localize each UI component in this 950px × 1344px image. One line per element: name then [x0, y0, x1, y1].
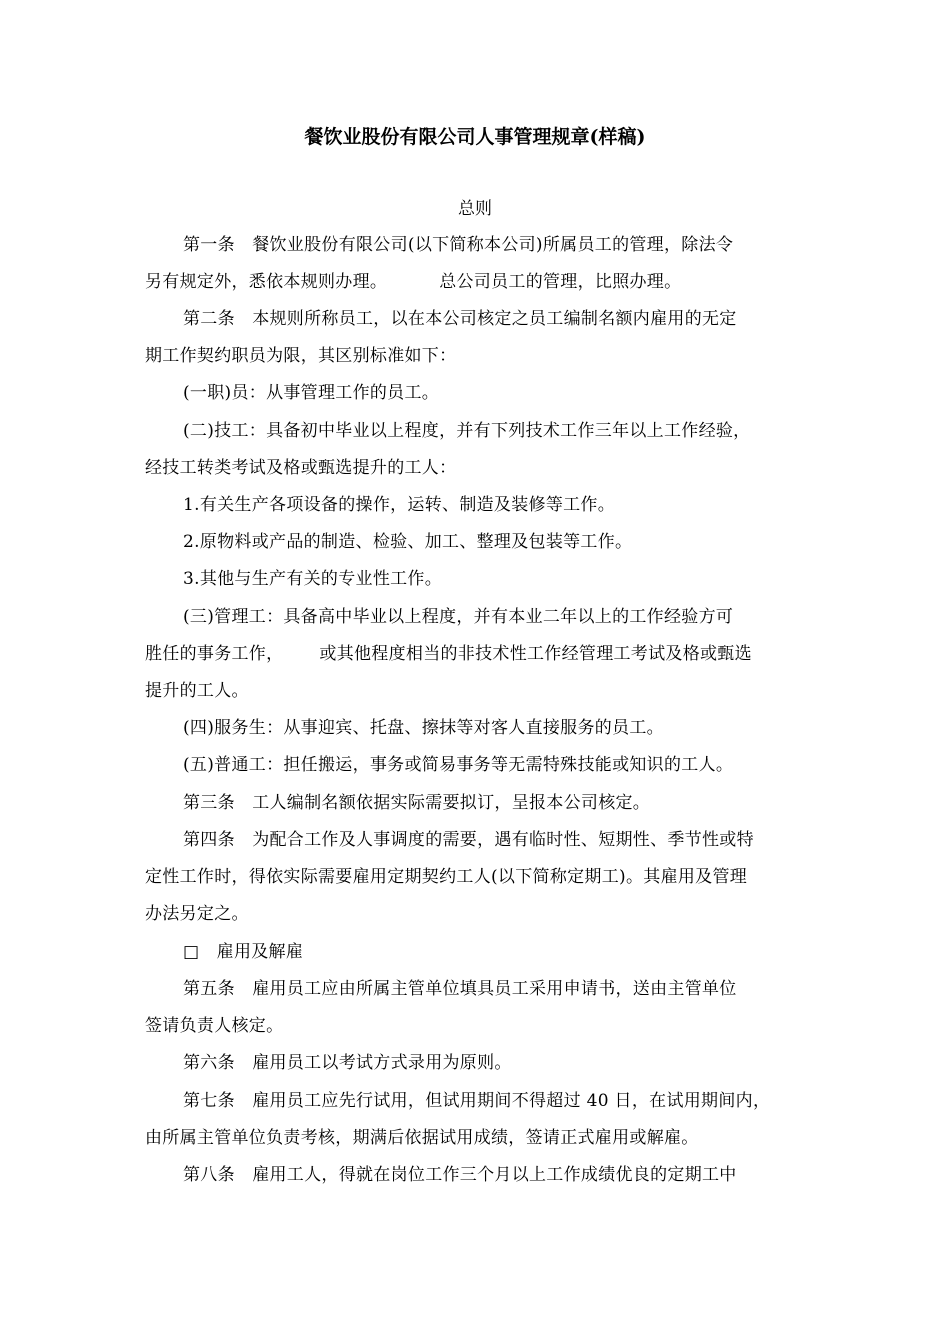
- article-4-line-2: 定性工作时，得依实际需要雇用定期契约工人(以下简称定期工)。其雇用及管理: [145, 867, 748, 887]
- article-5-line-1: 第五条 雇用员工应由所属主管单位填具员工采用申请书，送由主管单位: [183, 979, 737, 999]
- article-1-line-2-text: 另有规定外，悉依本规则办理。: [145, 272, 388, 292]
- item-technician-line-1: (二)技工：具备初中毕业以上程度，并有下列技术工作三年以上工作经验，: [183, 421, 751, 441]
- section-heading-general: 总则: [458, 199, 492, 219]
- sub-item-1: 1.有关生产各项设备的操作，运转、制造及装修等工作。: [183, 495, 616, 515]
- item-management-line-2: [145, 641, 752, 667]
- item-management-line-3: 提升的工人。: [145, 681, 249, 701]
- item-staff: (一职)员：从事管理工作的员工。: [183, 383, 440, 403]
- article-8-line-1: 第八条 雇用工人，得就在岗位工作三个月以上工作成绩优良的定期工中: [183, 1165, 737, 1185]
- article-7-line-1: 第七条 雇用员工应先行试用，但试用期间不得超过 40 日，在试用期间内，: [183, 1091, 771, 1111]
- article-1-line-2-tail: 总公司员工的管理，比照办理。: [439, 272, 682, 292]
- article-5-line-2: 签请负责人核定。: [145, 1016, 284, 1036]
- article-6: 第六条 雇用员工以考试方式录用为原则。: [183, 1053, 512, 1073]
- sub-item-2: 2.原物料或产品的制造、检验、加工、整理及包装等工作。: [183, 532, 633, 552]
- document-title: 餐饮业股份有限公司人事管理规章(样稿): [304, 126, 646, 148]
- sub-item-3: 3.其他与生产有关的专业性工作。: [183, 569, 443, 589]
- section-heading-hiring: □ 雇用及解雇: [183, 942, 304, 962]
- article-2-line-2: 期工作契约职员为限，其区别标准如下：: [145, 346, 457, 366]
- article-4-line-3: 办法另定之。: [145, 904, 249, 924]
- article-1-line-2: [145, 269, 681, 295]
- item-waiter: (四)服务生：从事迎宾、托盘、擦抹等对客人直接服务的员工。: [183, 718, 664, 738]
- item-management-line-1: (三)管理工：具备高中毕业以上程度，并有本业二年以上的工作经验方可: [183, 607, 734, 627]
- article-4-line-1: 第四条 为配合工作及人事调度的需要，遇有临时性、短期性、季节性或特: [183, 830, 754, 850]
- item-management-line-2-text: 胜任的事务工作，: [145, 644, 284, 664]
- article-3: 第三条 工人编制名额依据实际需要拟订，呈报本公司核定。: [183, 793, 651, 813]
- item-general-worker: (五)普通工：担任搬运，事务或简易事务等无需特殊技能或知识的工人。: [183, 755, 734, 775]
- article-7-line-2: 由所属主管单位负责考核，期满后依据试用成绩，签请正式雇用或解雇。: [145, 1128, 699, 1148]
- item-technician-line-2: 经技工转类考试及格或甄选提升的工人：: [145, 458, 457, 478]
- article-2-line-1: 第二条 本规则所称员工，以在本公司核定之员工编制名额内雇用的无定: [183, 309, 737, 329]
- item-management-line-2-tail: 或其他程度相当的非技术性工作经管理工考试及格或甄选: [319, 644, 752, 664]
- article-1-line-1: 第一条 餐饮业股份有限公司(以下简称本公司)所属员工的管理，除法令: [183, 235, 734, 255]
